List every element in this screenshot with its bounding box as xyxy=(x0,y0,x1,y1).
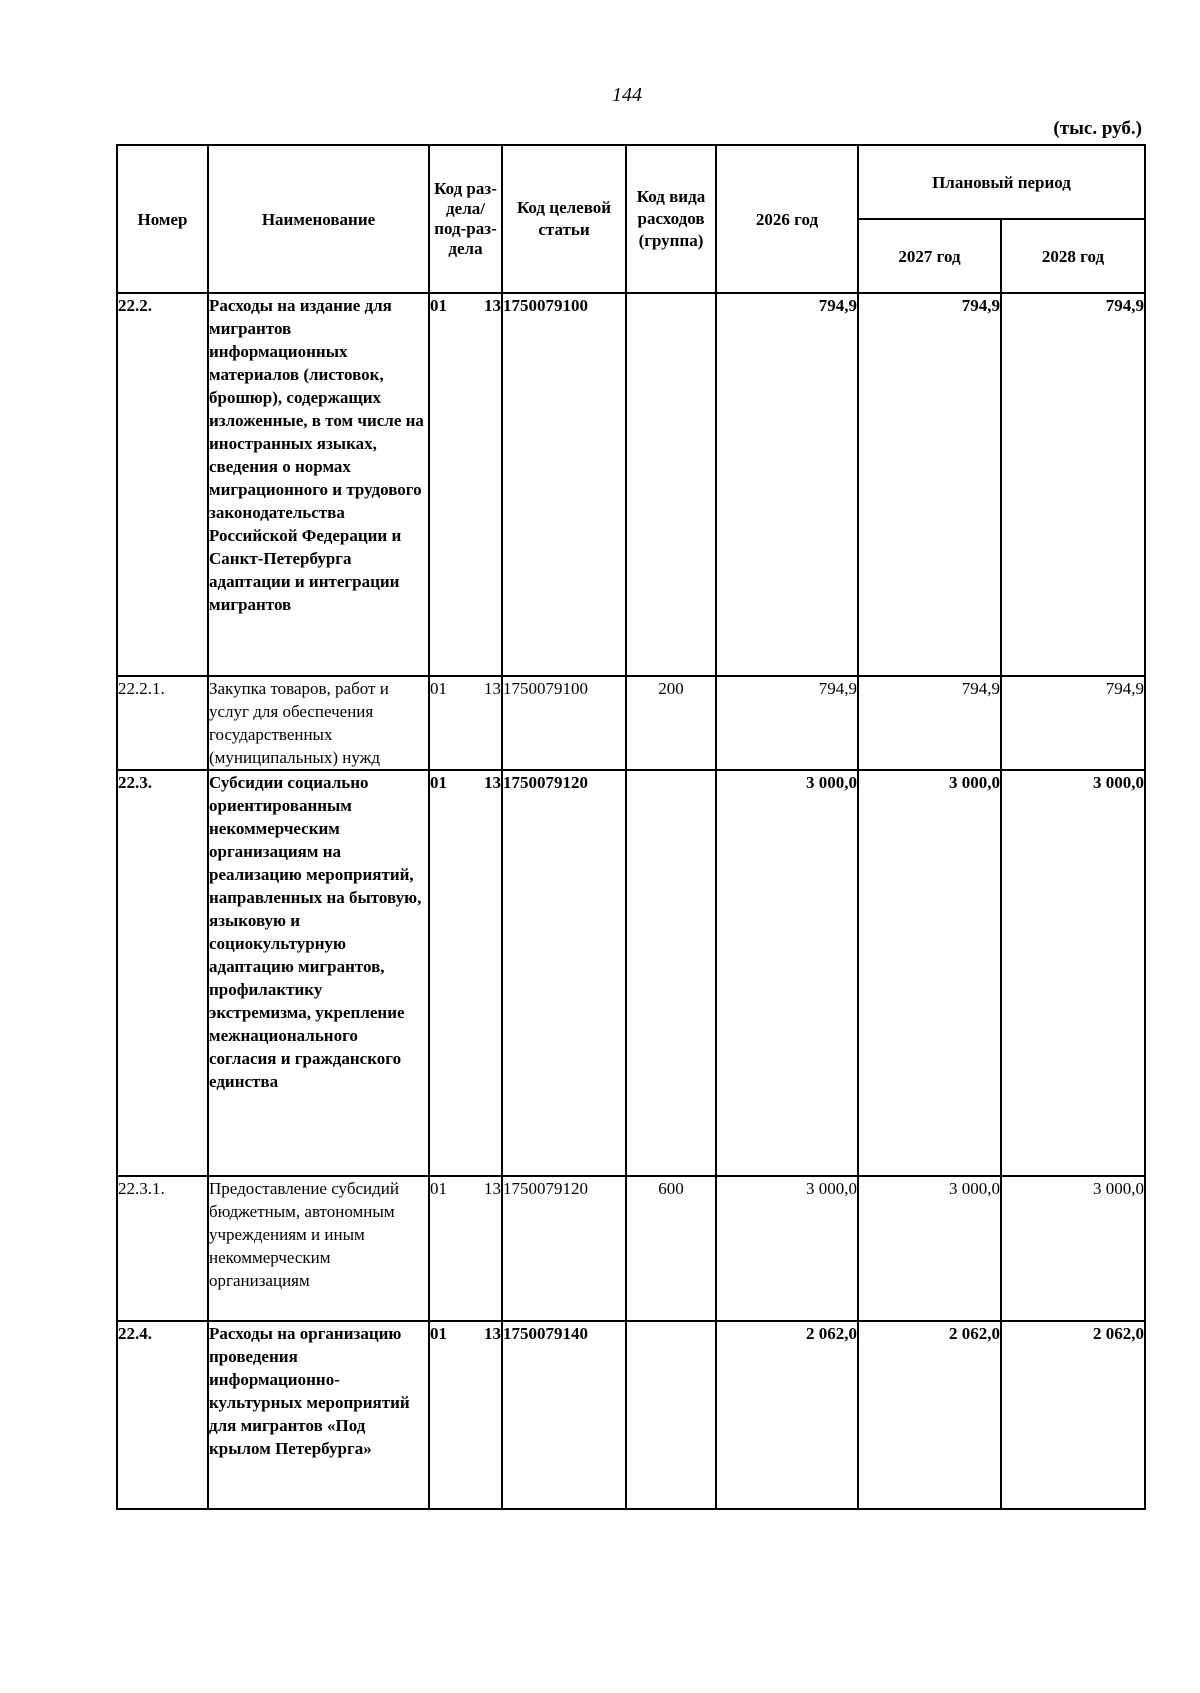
row-value-2026: 794,9 xyxy=(716,676,858,770)
budget-table xyxy=(116,144,1146,1510)
row-section: 01 xyxy=(430,679,447,698)
row-value-2026: 2 062,0 xyxy=(716,1321,858,1509)
header-expense-type: Код вида расходов (группа) xyxy=(626,145,716,293)
units-label: (тыс. руб.) xyxy=(1053,118,1142,139)
header-year-2028: 2028 год xyxy=(1001,219,1145,293)
row-number: 22.2. xyxy=(117,293,208,676)
row-value-2027: 2 062,0 xyxy=(858,1321,1001,1509)
row-subsection: 13 xyxy=(484,296,501,315)
header-year-2027: 2027 год xyxy=(858,219,1001,293)
page-number: 144 xyxy=(612,84,642,106)
row-section: 01 xyxy=(430,296,447,315)
row-section: 01 xyxy=(430,1179,447,1198)
row-name: Предоставление субсидий бюджетным, автономным учреждениям и иным некоммерческим организациям xyxy=(208,1176,429,1321)
header-target: Код целевой статьи xyxy=(502,145,626,293)
row-target-code: 1750079120 xyxy=(502,770,626,1176)
row-value-2028: 794,9 xyxy=(1001,676,1145,770)
header-name: Наименование xyxy=(208,145,429,293)
row-name: Расходы на организацию проведения информационно-культурных мероприятий для мигрантов «Под крылом Петербурга» xyxy=(208,1321,429,1509)
row-target-code: 1750079140 xyxy=(502,1321,626,1509)
row-section-code xyxy=(429,1321,502,1509)
row-value-2027: 794,9 xyxy=(858,293,1001,676)
row-value-2028: 2 062,0 xyxy=(1001,1321,1145,1509)
row-section: 01 xyxy=(430,773,447,792)
row-expense-type xyxy=(626,1321,716,1509)
row-value-2027: 3 000,0 xyxy=(858,1176,1001,1321)
row-section-code xyxy=(429,1176,502,1321)
row-number: 22.4. xyxy=(117,1321,208,1509)
row-section-code xyxy=(429,676,502,770)
header-number: Номер xyxy=(117,145,208,293)
row-number: 22.3.1. xyxy=(117,1176,208,1321)
row-value-2026: 3 000,0 xyxy=(716,1176,858,1321)
row-name: Расходы на издание для мигрантов информационных материалов (листовок, брошюр), содержащих изложенные, в том числе на иностранных языках, сведения о нормах миграционного и трудового законодательства Российской Федерации и Санкт-Петербурга адаптации и интеграции мигрантов xyxy=(208,293,429,676)
row-value-2028: 3 000,0 xyxy=(1001,1176,1145,1321)
row-expense-type: 600 xyxy=(626,1176,716,1321)
row-name: Субсидии социально ориентированным некоммерческим организациям на реализацию мероприятий, направленных на бытовую, языковую и социокультурную адаптацию мигрантов, профилактику экстремизма, укрепление межнационального согласия и гражданского единства xyxy=(208,770,429,1176)
row-number: 22.3. xyxy=(117,770,208,1176)
table-body xyxy=(117,293,1145,1509)
table-row xyxy=(117,1176,1145,1321)
row-subsection: 13 xyxy=(484,679,501,698)
header-planned-period: Плановый период xyxy=(858,145,1145,219)
row-value-2026: 3 000,0 xyxy=(716,770,858,1176)
row-section: 01 xyxy=(430,1324,447,1343)
row-subsection: 13 xyxy=(484,1179,501,1198)
row-subsection: 13 xyxy=(484,773,501,792)
row-value-2026: 794,9 xyxy=(716,293,858,676)
table-row xyxy=(117,1321,1145,1509)
row-subsection: 13 xyxy=(484,1324,501,1343)
row-section-code xyxy=(429,770,502,1176)
row-target-code: 1750079120 xyxy=(502,1176,626,1321)
table-row xyxy=(117,770,1145,1176)
row-name: Закупка товаров, работ и услуг для обеспечения государственных (муниципальных) нужд xyxy=(208,676,429,770)
row-expense-type xyxy=(626,293,716,676)
row-value-2027: 794,9 xyxy=(858,676,1001,770)
header-year-2026: 2026 год xyxy=(716,145,858,293)
row-value-2028: 794,9 xyxy=(1001,293,1145,676)
row-section-code xyxy=(429,293,502,676)
row-expense-type: 200 xyxy=(626,676,716,770)
table-row xyxy=(117,293,1145,676)
row-value-2027: 3 000,0 xyxy=(858,770,1001,1176)
row-target-code: 1750079100 xyxy=(502,293,626,676)
header-section: Код раз-дела/ под-раз-дела xyxy=(429,145,502,293)
row-expense-type xyxy=(626,770,716,1176)
table-row xyxy=(117,676,1145,770)
row-target-code: 1750079100 xyxy=(502,676,626,770)
row-number: 22.2.1. xyxy=(117,676,208,770)
row-value-2028: 3 000,0 xyxy=(1001,770,1145,1176)
